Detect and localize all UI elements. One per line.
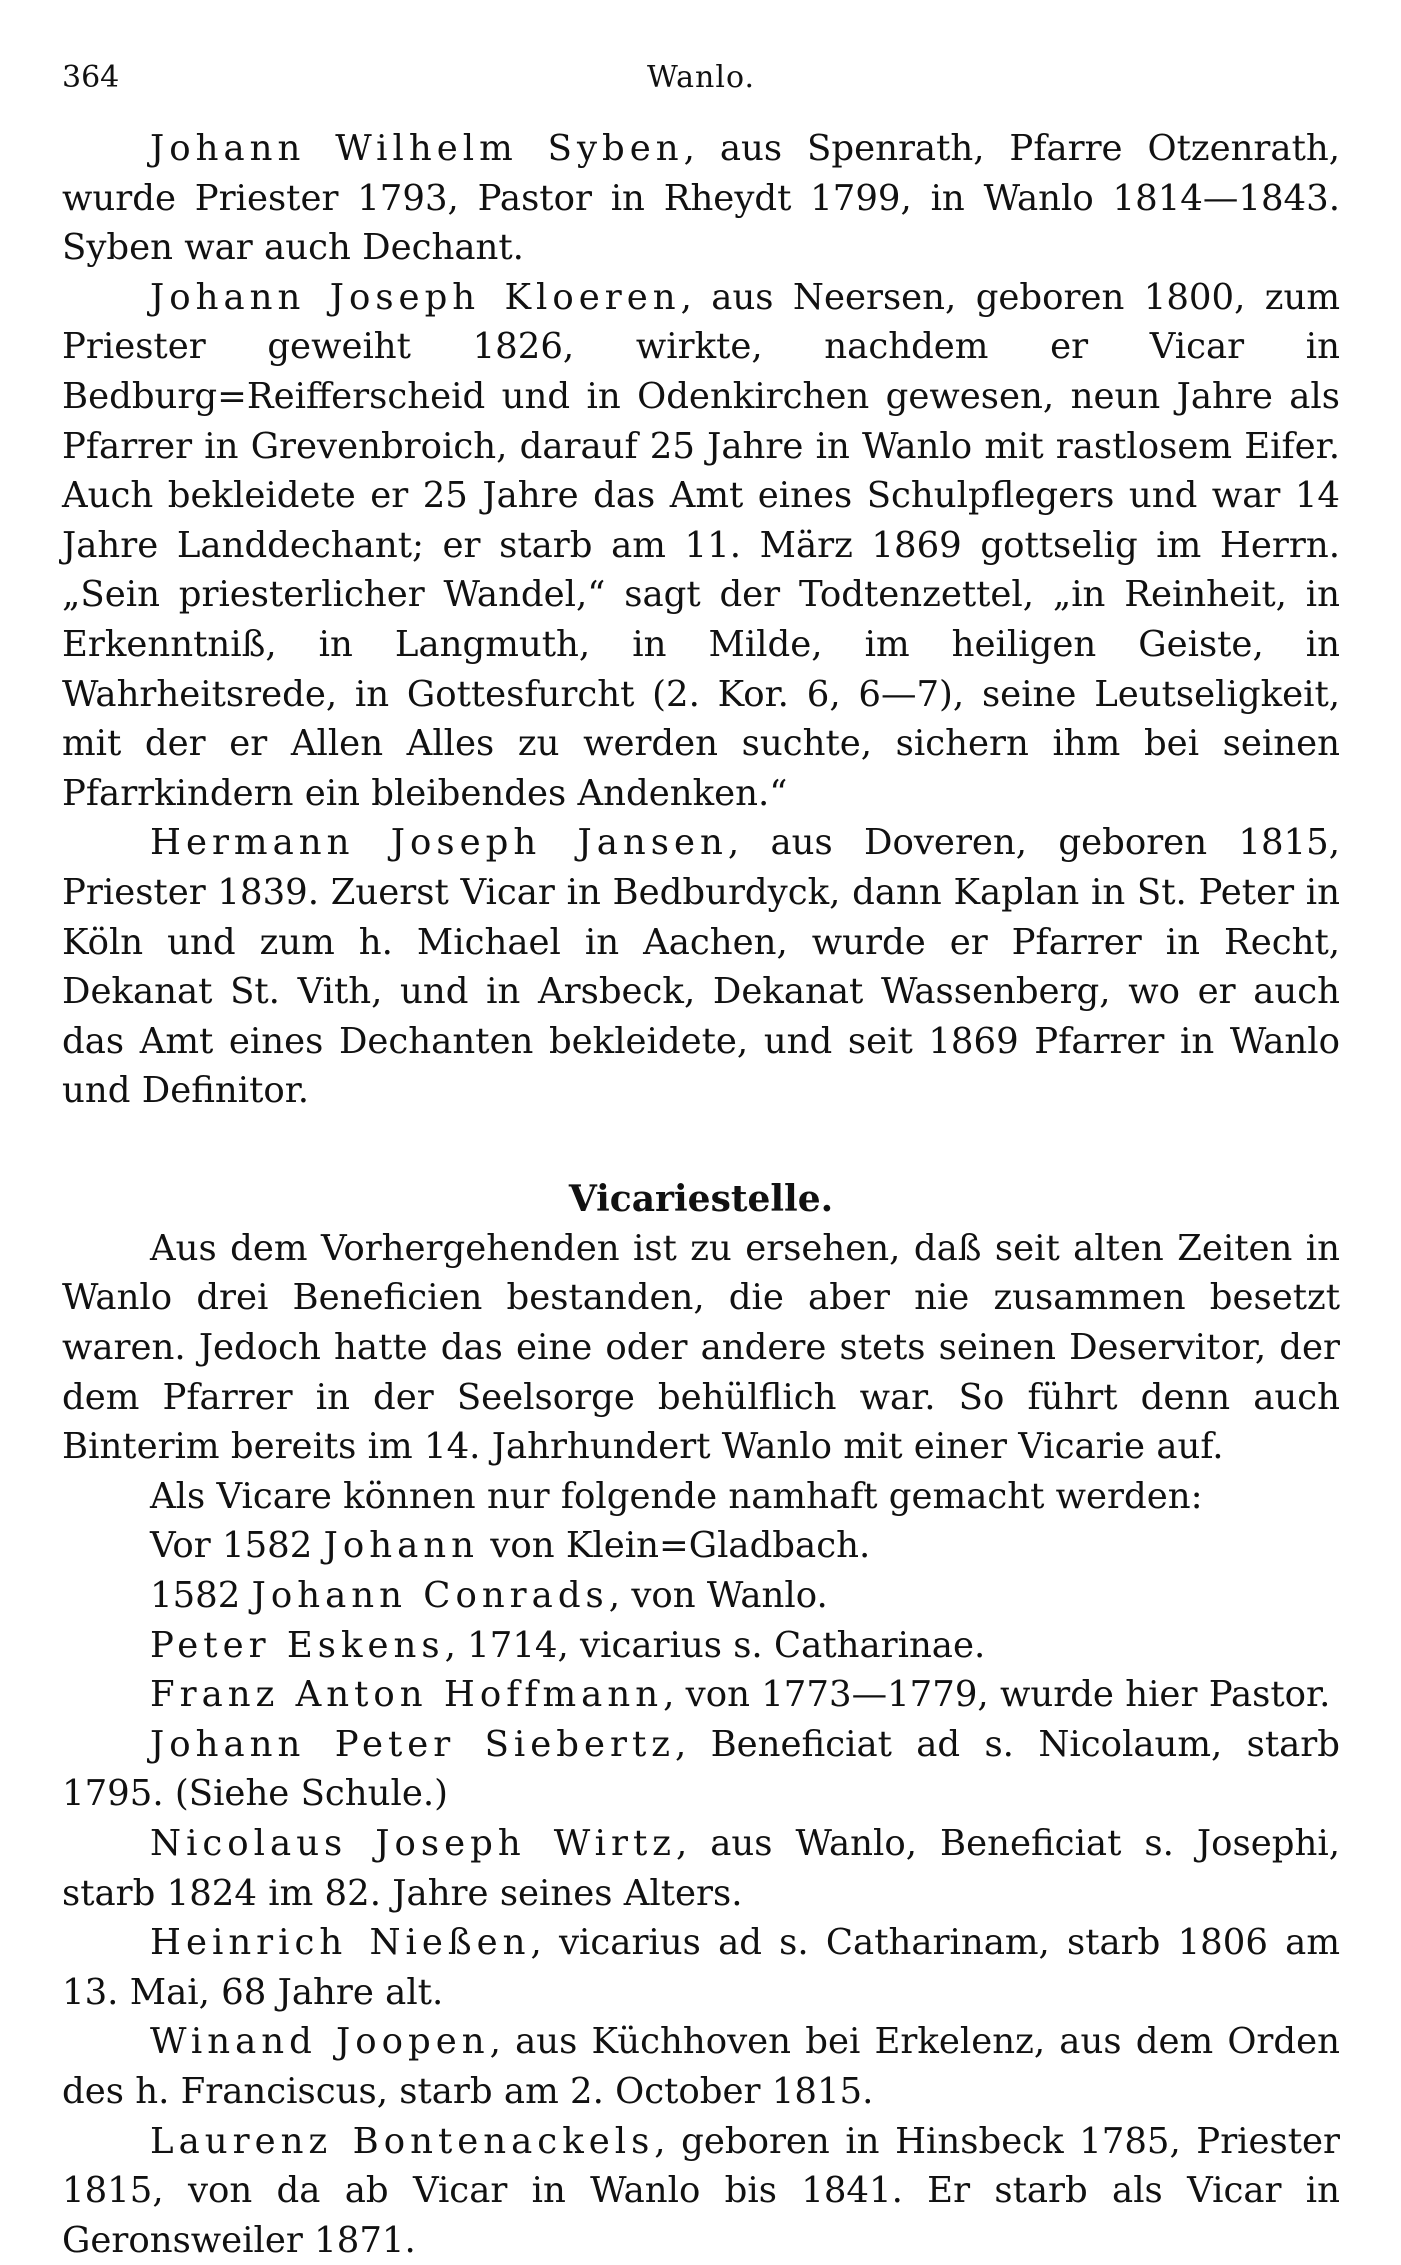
- entry-text: , aus Spenrath, Pfarre Otzenrath, wurde Priester 1793, Pastor in Rheydt 1799, in Wanlo 1814—1843. Syben war auch Dechant.: [62, 128, 1340, 269]
- entry-text: , 1714, vicarius s. Catharinae.: [444, 1624, 986, 1666]
- entry-text: , aus Wanlo, Beneficiat s. Josephi, starb 1824 im 82. Jahre seines Alters.: [62, 1823, 1340, 1914]
- entry-paragraph-kloeren: [62, 273, 1340, 819]
- person-name: Peter Eskens: [150, 1624, 445, 1666]
- vicar-entry: [62, 1571, 1340, 1621]
- vicar-entry: [62, 2017, 1340, 2116]
- entry-paragraph-jansen: [62, 818, 1340, 1116]
- entry-paragraph-syben: [62, 124, 1340, 273]
- person-name: Johann Peter Siebertz: [150, 1723, 675, 1765]
- entry-text: , aus Doveren, geboren 1815, Priester 1839. Zuerst Vicar in Bedburdyck, dann Kaplan in St. Peter in Köln und zum h. Michael in Aachen, wurde er Pfarrer in Recht, Dekanat St. Vith, und in Arsbeck, Dekanat Wassenberg, wo er auch das Amt eines Dechanten bekleidete, und seit 1869 Pfarrer in Wanlo und Definitor.: [62, 822, 1340, 1112]
- running-title: Wanlo.: [646, 60, 756, 95]
- person-name: Johann Wilhelm Syben: [150, 128, 684, 169]
- entry-text: , von Wanlo.: [608, 1575, 828, 1617]
- person-name: Johann: [323, 1525, 479, 1567]
- person-name: Winand Joopen: [150, 2021, 490, 2063]
- vicar-entry: [62, 1670, 1340, 1720]
- person-name: Heinrich Nießen: [150, 1922, 531, 1964]
- page-number: 364: [62, 60, 120, 95]
- person-name: Laurenz Bontenackels: [150, 2120, 655, 2162]
- section-intro-paragraph: Aus dem Vorhergehenden ist zu ersehen, daß seit alten Zeiten in Wanlo drei Beneficien bestanden, die aber nie zusammen besetzt waren. Jedoch hatte das eine oder andere stets seinen Deservitor, der dem Pfarrer in der Seelsorge behülflich war. So führt denn auch Binterim bereits im 14. Jahrhundert Wanlo mit einer Vicarie auf.: [62, 1227, 1340, 1468]
- person-name: Hermann Joseph Jansen: [150, 822, 728, 864]
- vicar-entry: [62, 2117, 1340, 2265]
- person-name: Johann Joseph Kloeren: [150, 276, 681, 318]
- vicar-list-lead: Als Vicare können nur folgende namhaft gemacht werden:: [150, 1475, 1203, 1517]
- person-name: Nicolaus Joseph Wirtz: [150, 1823, 676, 1864]
- entry-text: von Klein=Gladbach.: [479, 1525, 871, 1567]
- vicar-entry: [62, 1521, 1340, 1571]
- vicar-entry: [62, 1621, 1340, 1671]
- vicar-prefix: 1582: [150, 1575, 252, 1617]
- entry-text: , von 1773—1779, wurde hier Pastor.: [663, 1674, 1331, 1716]
- section-heading: Vicariestelle.: [568, 1177, 834, 1220]
- entry-text: , geboren in Hinsbeck 1785, Priester 1815, von da ab Vicar in Wanlo bis 1841. Er starb als Vicar in Geronsweiler 1871.: [62, 2120, 1340, 2261]
- entry-text: , Beneficiat ad s. Nicolaum, starb 1795. (Siehe Schule.): [62, 1723, 1340, 1815]
- person-name: Johann Conrads: [251, 1575, 609, 1617]
- entry-text: , vicarius ad s. Catharinam, starb 1806 am 13. Mai, 68 Jahre alt.: [62, 1922, 1340, 2013]
- running-head: [62, 60, 1340, 104]
- page-body: [62, 124, 1340, 2265]
- person-name: Franz Anton Hoffmann: [150, 1674, 664, 1716]
- vicar-entry: [62, 1720, 1340, 1819]
- vicar-entry: [62, 1918, 1340, 2017]
- vicar-entry: [62, 1819, 1340, 1918]
- vicar-prefix: Vor 1582: [150, 1525, 324, 1567]
- entry-text: , aus Küchhoven bei Erkelenz, aus dem Orden des h. Franciscus, starb am 2. October 1815.: [62, 2021, 1340, 2112]
- entry-text: , aus Neersen, geboren 1800, zum Priester geweiht 1826, wirkte, nachdem er Vicar in Bedburg=Reifferscheid und in Odenkirchen gewesen, neun Jahre als Pfarrer in Grevenbroich, darauf 25 Jahre in Wanlo mit rastlosem Eifer. Auch bekleidete er 25 Jahre das Amt eines Schulpflegers und war 14 Jahre Landdechant; er starb am 11. März 1869 gottselig im Herrn. „Sein priesterlicher Wandel,“ sagt der Todtenzettel, „in Reinheit, in Erkenntniß, in Langmuth, in Milde, im heiligen Geiste, in Wahrheitsrede, in Gottesfurcht (2. Kor. 6, 6—7), seine Leutseligkeit, mit der er Allen Alles zu werden suchte, sichern ihm bei seinen Pfarrkindern ein bleibendes Andenken.“: [62, 276, 1340, 814]
